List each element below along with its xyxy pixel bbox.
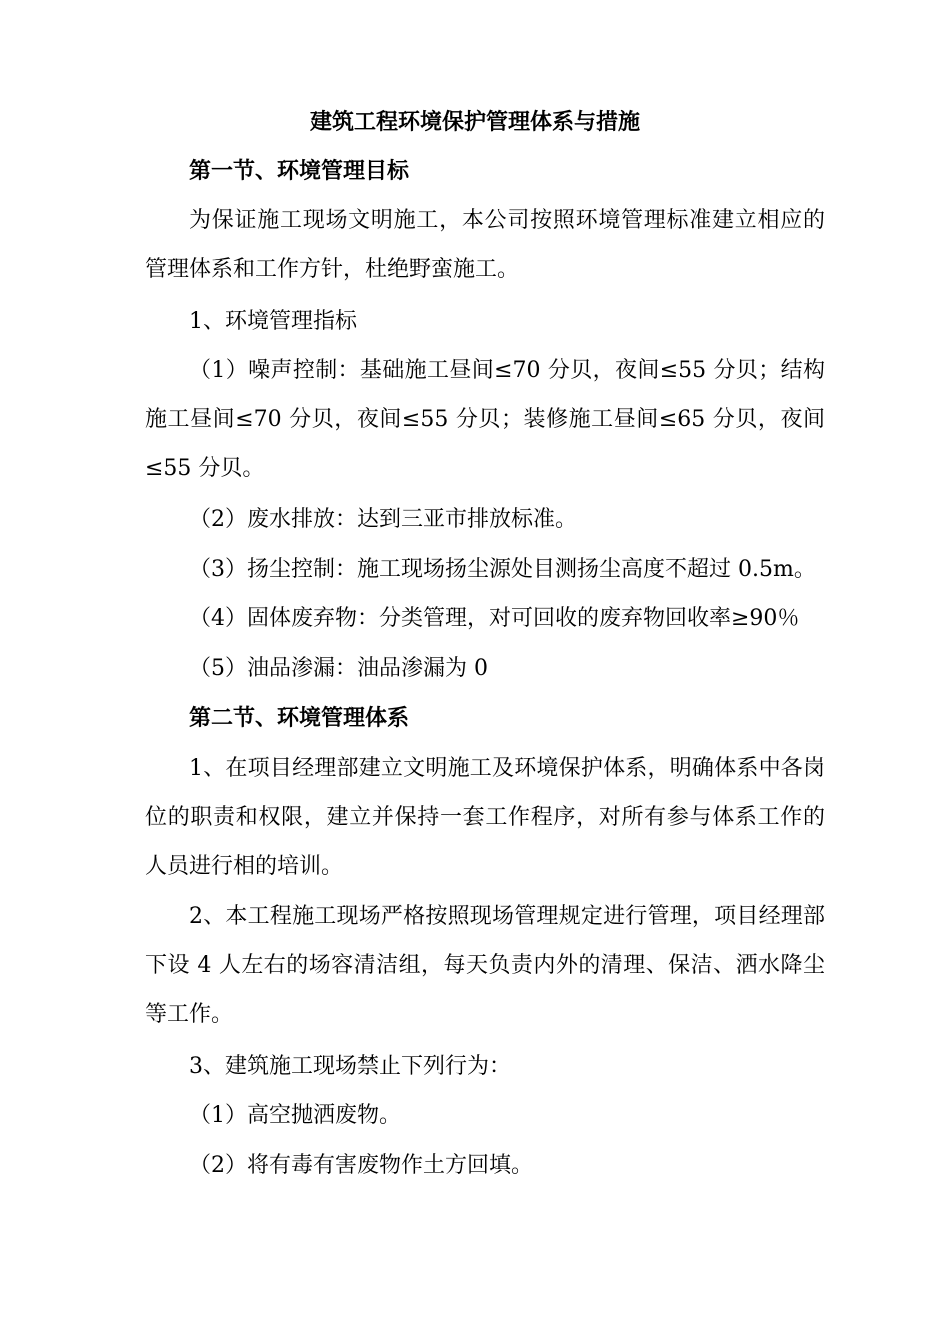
paragraph-system-2: 2、本工程施工现场严格按照现场管理规定进行管理，项目经理部下设 4 人左右的场容清洁组，每天负责内外的清理、保洁、洒水降尘等工作。: [145, 904, 825, 1027]
paragraph-solid-waste: （4）固体废弃物：分类管理，对可回收的废弃物回收率≥90％: [189, 606, 800, 631]
paragraph-oil-leakage: （5）油品渗漏：油品渗漏为 0: [189, 656, 488, 681]
document-title: 建筑工程环境保护管理体系与措施: [309, 109, 640, 135]
paragraph-noise-control: （1）噪声控制：基础施工昼间≤70 分贝，夜间≤55 分贝；结构施工昼间≤70 分贝，夜间≤55 分贝；装修施工昼间≤65 分贝，夜间≤55 分贝。: [145, 358, 825, 481]
paragraph-wastewater: （2）废水排放：达到三亚市排放标准。: [189, 507, 577, 532]
paragraph-system-1: 1、在项目经理部建立文明施工及环境保护体系，明确体系中各岗位的职责和权限，建立并保持一套工作程序，对所有参与体系工作的人员进行相的培训。: [145, 756, 825, 879]
paragraph-prohibited-2: （2）将有毒有害废物作土方回填。: [189, 1153, 533, 1178]
paragraph-dust-control: （3）扬尘控制：施工现场扬尘源处目测扬尘高度不超过 0.5m。: [189, 557, 816, 582]
paragraph-prohibited-1: （1）高空抛洒废物。: [189, 1103, 401, 1128]
paragraph-indicators-title: 1、环境管理指标: [189, 309, 357, 334]
section-heading-1: 第一节、环境管理目标: [189, 158, 410, 184]
section-heading-2: 第二节、环境管理体系: [189, 705, 410, 731]
paragraph-system-3: 3、建筑施工现场禁止下列行为：: [189, 1054, 511, 1079]
paragraph-intro: 为保证施工现场文明施工，本公司按照环境管理标准建立相应的管理体系和工作方针，杜绝野蛮施工。: [145, 208, 825, 282]
